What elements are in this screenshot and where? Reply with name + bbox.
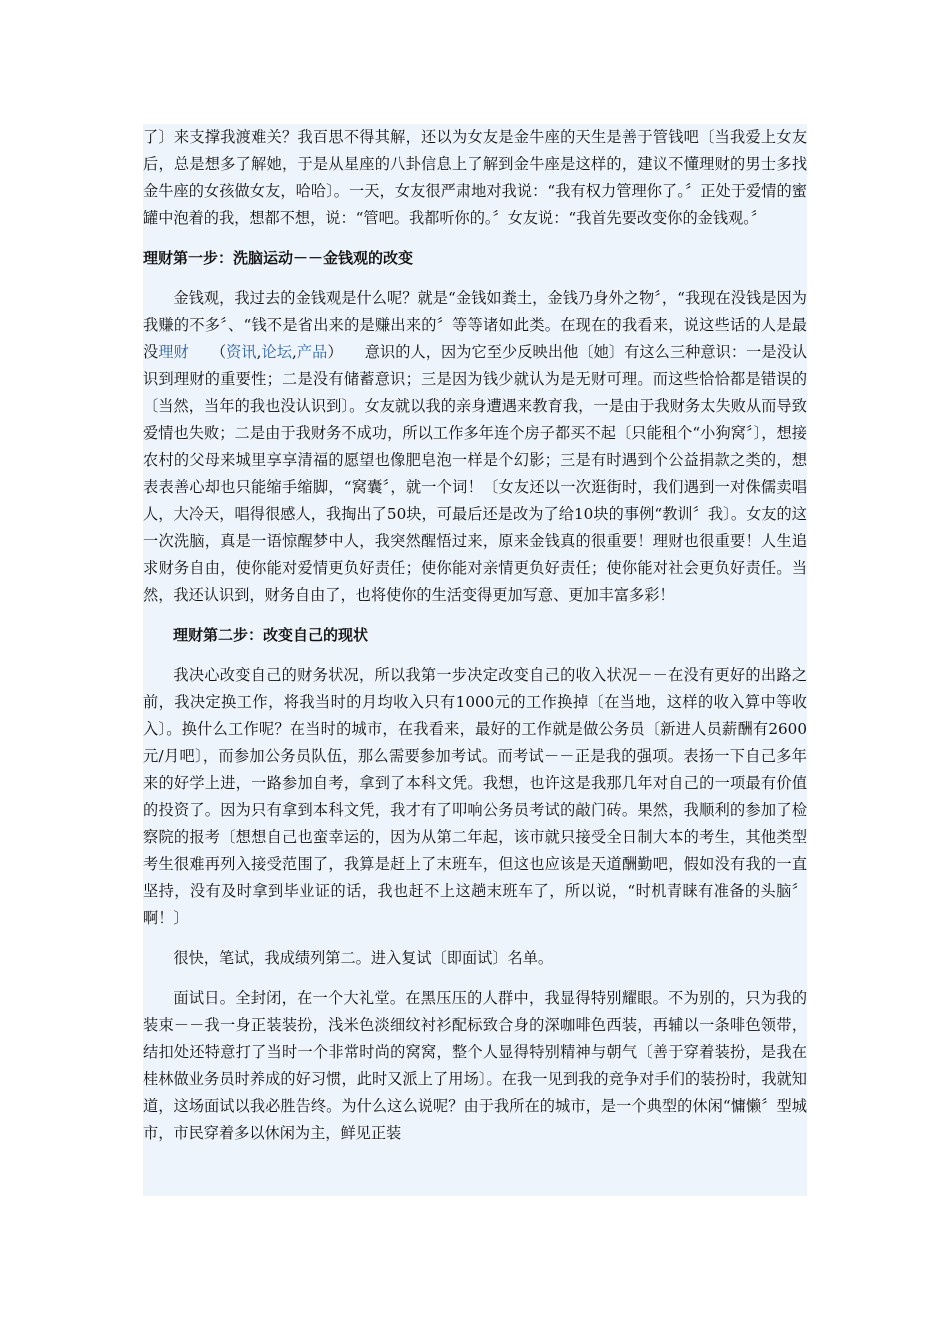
article-body [143,124,807,1196]
paragraph-money-view-part-a: 金钱观，我过去的金钱观是什么呢？就是“金钱如粪土，金钱乃身外之物〞，“我现在没钱是因为我赚的不多〞、“钱不是省出来的是赚出来的〞等等诸如此类。在现在的我看来，说这些话的人是最没 [143,289,807,361]
link-zixun[interactable]: 资讯 [226,343,257,361]
paragraph-money-view-part-b: 意识的人，因为它至少反映出他〔她〕有这么三种意识：一是没认识到理财的重要性；二是没有储蓄意识；三是因为钱少就认为是无财可理。而这些恰恰都是错误的〔当然，当年的我也没认识到〕。女友就以我的亲身遭遇来教育我，一是由于我财务太失败从而导致爱情也失败；二是由于我财务不成功，所以工作多年连个房子都买不起〔只能租个“小狗窝〞〕，想接农村的父母来城里享享清福的愿望也像肥皂泡一样是个幻影；三是有时遇到个公益捐款之类的，想表表善心却也只能缩手缩脚，“窝囊〞，就一个词！〔女友还以一次逛街时，我们遇到一对侏儒卖唱人，大冷天，唱得很感人，我掏出了50块，可最后还是改为了给10块的事例“教训〞我〕。女友的这一次洗脑，真是一语惊醒梦中人，我突然醒悟过来，原来金钱真的很重要！理财也很重要！人生追求财务自由，使你能对爱情更负好责任；使你能对亲情更负好责任；使你能对社会更负好责任。当然，我还认识到，财务自由了，也将使你的生活变得更加写意、更加丰富多彩！ [143,343,807,604]
paragraph-interview-day: 面试日。全封闭，在一个大礼堂。在黑压压的人群中，我显得特别耀眼。不为别的，只为我的装束－－我一身正装装扮，浅米色淡细纹衬衫配标致合身的深咖啡色西装，再辅以一条啡色领带，结扣处还特意打了当时一个非常时尚的窝窝，整个人显得特别精神与朝气〔善于穿着装扮，是我在桂林做业务员时养成的好习惯，此时又派上了用场〕。在我一见到我的竞争对手们的装扮时，我就知道，这场面试以我必胜告终。为什么这么说呢？由于我所在的城市，是一个典型的休闲“慵懒〞型城市，市民穿着多以休闲为主，鲜见正装 [143,989,807,1142]
paren-open: （ [210,343,227,361]
link-luntan[interactable]: 论坛 [261,343,293,361]
section-heading-step-two: 理财第二步：改变自己的现状 [173,626,369,644]
paragraph-change-status: 我决心改变自己的财务状况，所以我第一步决定改变自己的收入状况－－在没有更好的出路之前，我决定换工作，将我当时的月均收入只有1000元的工作换掉〔在当地，这样的收入算中等收入〕。换什么工作呢？在当时的城市，在我看来，最好的工作就是做公务员〔新进人员薪酬有2600元/月吧〕，而参加公务员队伍，那么需要参加考试。而考试－－正是我的强项。表扬一下自己多年来的好学上进，一路参加自考，拿到了本科文凭。我想，也许这是我那几年对自己的一项最有价值的投资了。因为只有拿到本科文凭，我才有了叩响公务员考试的敲门砖。果然，我顺利的参加了检察院的报考〔想想自己也蛮幸运的，因为从第二年起，该市就只接受全日制大本的考生，其他类型考生很难再列入接受范围了，我算是赶上了末班车，但这也应该是天道酬勤吧，假如没有我的一直坚持，没有及时拿到毕业证的话，我也赶不上这趟末班车了，所以说，“时机青睐有准备的头脑〞啊！〕 [143,666,807,927]
paragraph-money-view [143,285,807,609]
paren-close: ） [327,343,343,361]
link-licai[interactable]: 理财 [158,343,189,361]
comma-separator: , [256,343,262,361]
section-heading-step-one: 理财第一步：洗脑运动－－金钱观的改变 [143,249,414,267]
link-chanpin[interactable]: 产品 [296,343,328,361]
paragraph-intro: 了〕来支撑我渡难关？我百思不得其解，还以为女友是金牛座的天生是善于管钱吧〔当我爱上女友后，总是想多了解她，于是从星座的八卦信息上了解到金牛座是这样的，建议不懂理财的男士多找金牛座的女孩做女友，哈哈〕。一天，女友很严肃地对我说：“我有权力管理你了。〞正处于爱情的蜜罐中泡着的我，想都不想，说：“管吧。我都听你的。〞女友说：“我首先要改变你的金钱观。〞 [143,128,807,227]
paragraph-written-test: 很快，笔试，我成绩列第二。进入复试〔即面试〕名单。 [173,949,554,967]
comma-separator: , [292,343,297,361]
